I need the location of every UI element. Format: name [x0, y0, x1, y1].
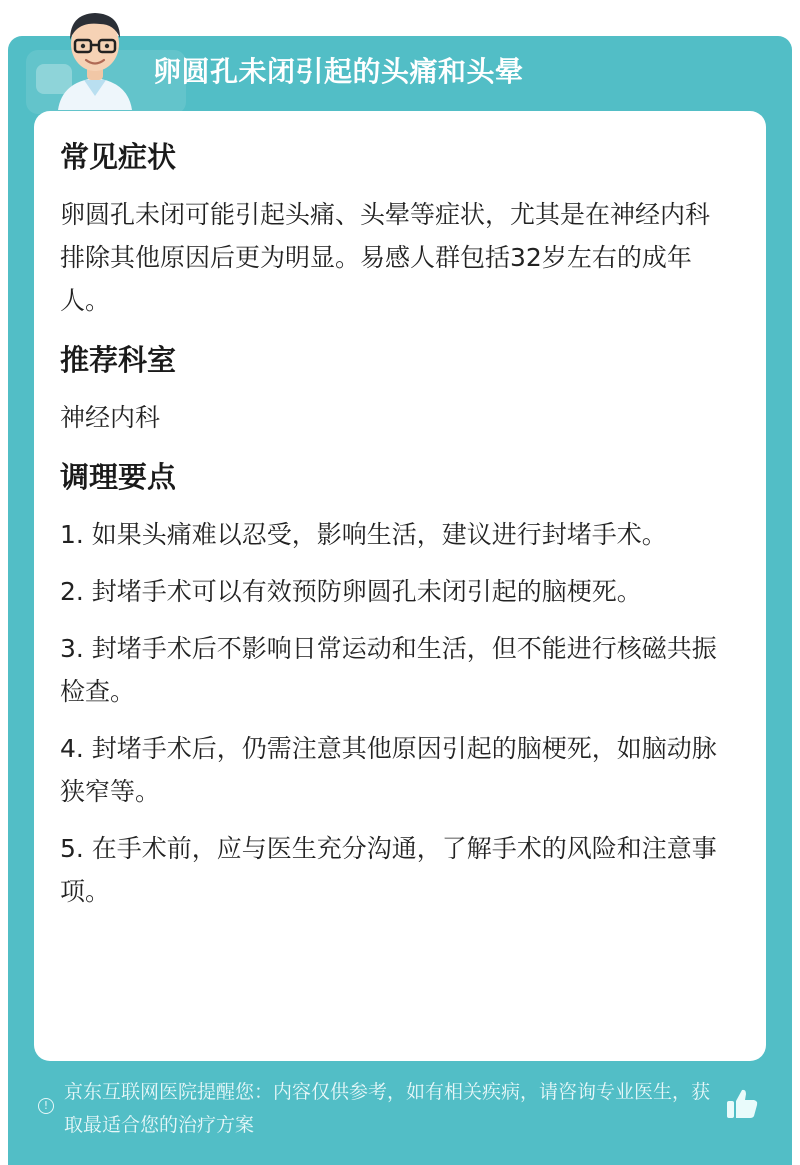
list-item: 2. 封堵手术可以有效预防卵圆孔未闭引起的脑梗死。 [60, 577, 642, 606]
doctor-avatar-icon [40, 0, 150, 110]
list-item: 3. 封堵手术后不影响日常运动和生活，但不能进行核磁共振检查。 [60, 634, 717, 706]
list-item: 4. 封堵手术后，仍需注意其他原因引起的脑梗死，如脑动脉狭窄等。 [60, 734, 717, 806]
content-card [34, 111, 766, 1061]
section-title-symptoms: 常见症状 [60, 140, 177, 174]
page-title: 卵圆孔未闭引起的头痛和头晕 [153, 55, 524, 88]
section-title-department: 推荐科室 [60, 343, 177, 377]
info-icon: ! [38, 1098, 54, 1114]
disclaimer-text: 京东互联网医院提醒您：内容仅供参考，如有相关疾病，请咨询专业医生，获取最适合您的治疗方案 [64, 1081, 711, 1136]
list-item: 5. 在手术前，应与医生充分沟通，了解手术的风险和注意事项。 [60, 834, 717, 906]
thumbs-up-icon[interactable] [724, 1086, 760, 1122]
footer-disclaimer [8, 1068, 792, 1165]
list-item: 1. 如果头痛难以忍受，影响生活，建议进行封堵手术。 [60, 520, 667, 549]
section-title-care-points: 调理要点 [60, 460, 177, 494]
symptoms-text: 卵圆孔未闭可能引起头痛、头晕等症状，尤其是在神经内科排除其他原因后更为明显。易感人群包括32岁左右的成年人。 [60, 200, 711, 315]
department-text: 神经内科 [60, 403, 161, 432]
